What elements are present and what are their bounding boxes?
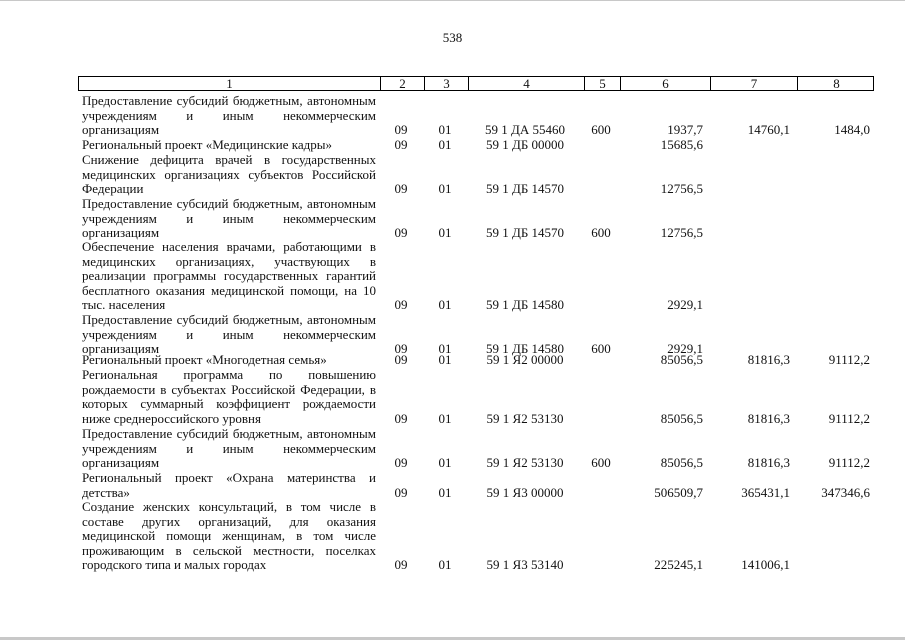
row-target-article: 59 1 Я2 00000 bbox=[486, 352, 564, 367]
table-row bbox=[78, 500, 874, 573]
row-target-article: 59 1 Я3 53140 bbox=[486, 557, 564, 573]
row-target-article: 59 1 ДБ 00000 bbox=[485, 137, 565, 152]
row-target-article: 59 1 ДБ 14570 bbox=[485, 225, 565, 241]
row-value-col8 bbox=[796, 558, 870, 573]
header-col-4: 4 bbox=[468, 77, 584, 90]
row-expense-type bbox=[583, 353, 619, 368]
table-row bbox=[78, 368, 874, 426]
row-expense-type bbox=[583, 558, 619, 573]
row-target-article: 59 1 ДБ 14570 bbox=[485, 181, 565, 197]
table-row bbox=[78, 138, 874, 153]
table-row bbox=[78, 353, 874, 368]
row-expense-type bbox=[583, 138, 619, 153]
row-value-col6: 15685,6 bbox=[660, 137, 703, 152]
row-expense-type bbox=[583, 412, 619, 427]
row-value-col7: 365431,1 bbox=[741, 484, 790, 500]
table-row bbox=[78, 153, 874, 197]
row-value-col6: 85056,5 bbox=[660, 352, 703, 367]
row-section: 09 bbox=[394, 297, 408, 313]
header-col-6: 6 bbox=[620, 77, 710, 90]
row-expense-type bbox=[583, 298, 619, 313]
row-value-col7 bbox=[709, 182, 790, 197]
row-name: Региональный проект «Медицинские кадры» bbox=[82, 137, 332, 152]
row-name: Предоставление субсидий бюджетным, автономным учреждениям и иным некоммерческим организациям bbox=[82, 312, 376, 357]
row-value-col8: 91112,2 bbox=[828, 410, 870, 426]
row-target-article: 59 1 ДА 55460 bbox=[484, 122, 565, 138]
row-subsection: 01 bbox=[438, 122, 452, 138]
row-subsection: 01 bbox=[438, 352, 452, 367]
row-section: 09 bbox=[394, 225, 408, 241]
row-value-col6: 2929,1 bbox=[667, 297, 703, 313]
row-value-col6: 1937,7 bbox=[667, 122, 703, 138]
row-section: 09 bbox=[394, 181, 408, 197]
row-value-col7 bbox=[709, 298, 790, 313]
row-subsection: 01 bbox=[438, 181, 452, 197]
header-col-2: 2 bbox=[380, 77, 424, 90]
row-subsection: 01 bbox=[438, 455, 452, 471]
table-row bbox=[78, 313, 874, 357]
header-col-8: 8 bbox=[797, 77, 875, 90]
page-top-edge bbox=[0, 0, 905, 1]
row-value-col8: 91112,2 bbox=[828, 352, 870, 367]
row-value-col6: 12756,5 bbox=[660, 181, 703, 197]
row-target-article: 59 1 Я3 00000 bbox=[486, 484, 564, 500]
row-value-col8 bbox=[796, 298, 870, 313]
row-value-col8: 1484,0 bbox=[834, 122, 870, 138]
row-value-col8 bbox=[796, 182, 870, 197]
header-col-5: 5 bbox=[584, 77, 620, 90]
row-expense-type: 600 bbox=[591, 455, 611, 471]
page-number: 538 bbox=[442, 30, 463, 45]
table-row bbox=[78, 427, 874, 471]
row-section: 09 bbox=[394, 410, 408, 426]
row-value-col8 bbox=[796, 138, 870, 153]
row-target-article: 59 1 Я2 53130 bbox=[486, 410, 564, 426]
row-value-col8: 91112,2 bbox=[828, 455, 870, 471]
header-col-7: 7 bbox=[710, 77, 797, 90]
row-section: 09 bbox=[394, 352, 408, 367]
row-value-col6: 12756,5 bbox=[660, 225, 703, 241]
row-target-article: 59 1 Я2 53130 bbox=[486, 455, 564, 471]
row-subsection: 01 bbox=[438, 297, 452, 313]
row-target-article: 59 1 ДБ 14580 bbox=[485, 341, 565, 357]
row-value-col8 bbox=[796, 226, 870, 241]
row-value-col6: 2929,1 bbox=[667, 341, 703, 357]
row-subsection: 01 bbox=[438, 484, 452, 500]
row-expense-type: 600 bbox=[591, 225, 611, 241]
row-value-col6: 85056,5 bbox=[660, 455, 703, 471]
row-section: 09 bbox=[394, 455, 408, 471]
row-value-col7: 81816,3 bbox=[747, 352, 790, 367]
row-target-article: 59 1 ДБ 14580 bbox=[485, 297, 565, 313]
row-expense-type bbox=[583, 182, 619, 197]
row-name: Создание женских консультаций, в том числе в составе других организаций, для оказания медицинской помощи женщинам, в том числе проживающим в сельской местности, поселках городского типа и малых городах bbox=[82, 499, 376, 573]
header-col-3: 3 bbox=[424, 77, 468, 90]
row-subsection: 01 bbox=[438, 225, 452, 241]
row-subsection: 01 bbox=[438, 137, 452, 152]
row-name: Обеспечение населения врачами, работающими в медицинских организациях, участвующих в реализации программы государственных гарантий бесплатного оказания медицинской помощи, на 10 тыс. населения bbox=[82, 239, 376, 313]
row-value-col7: 14760,1 bbox=[747, 122, 790, 138]
table-row bbox=[78, 197, 874, 241]
row-section: 09 bbox=[394, 341, 408, 357]
row-name: Региональный проект «Многодетная семья» bbox=[82, 352, 327, 367]
row-section: 09 bbox=[394, 122, 408, 138]
row-name: Предоставление субсидий бюджетным, автономным учреждениям и иным некоммерческим организациям bbox=[82, 93, 376, 138]
row-value-col6: 85056,5 bbox=[660, 410, 703, 426]
row-subsection: 01 bbox=[438, 557, 452, 573]
row-value-col7: 81816,3 bbox=[747, 455, 790, 471]
row-subsection: 01 bbox=[438, 341, 452, 357]
row-value-col6: 225245,1 bbox=[654, 557, 703, 573]
table-header bbox=[78, 76, 874, 91]
row-expense-type: 600 bbox=[591, 122, 611, 138]
row-expense-type bbox=[583, 486, 619, 501]
row-name: Предоставление субсидий бюджетным, автономным учреждениям и иным некоммерческим организациям bbox=[82, 426, 376, 471]
row-name: Региональный проект «Охрана материнства и детства» bbox=[82, 470, 376, 500]
row-section: 09 bbox=[394, 557, 408, 573]
row-section: 09 bbox=[394, 137, 408, 152]
row-value-col8: 347346,6 bbox=[821, 484, 870, 500]
row-name: Снижение дефицита врачей в государственных медицинских организациях субъектов Российской Федерации bbox=[82, 152, 376, 197]
row-name: Предоставление субсидий бюджетным, автономным учреждениям и иным некоммерческим организациям bbox=[82, 196, 376, 241]
row-expense-type: 600 bbox=[591, 341, 611, 357]
table-row bbox=[78, 240, 874, 313]
row-value-col7: 141006,1 bbox=[741, 557, 790, 573]
row-name: Региональная программа по повышению рождаемости в субъектах Российской Федерации, в которых суммарный коэффициент рождаемости ниже среднероссийского уровня bbox=[82, 367, 376, 426]
table-row bbox=[78, 471, 874, 500]
row-section: 09 bbox=[394, 484, 408, 500]
row-value-col6: 506509,7 bbox=[654, 484, 703, 500]
header-col-1: 1 bbox=[226, 76, 233, 91]
row-value-col7 bbox=[709, 138, 790, 153]
table-row bbox=[78, 94, 874, 138]
row-subsection: 01 bbox=[438, 410, 452, 426]
row-value-col7: 81816,3 bbox=[747, 410, 790, 426]
row-value-col7 bbox=[709, 226, 790, 241]
